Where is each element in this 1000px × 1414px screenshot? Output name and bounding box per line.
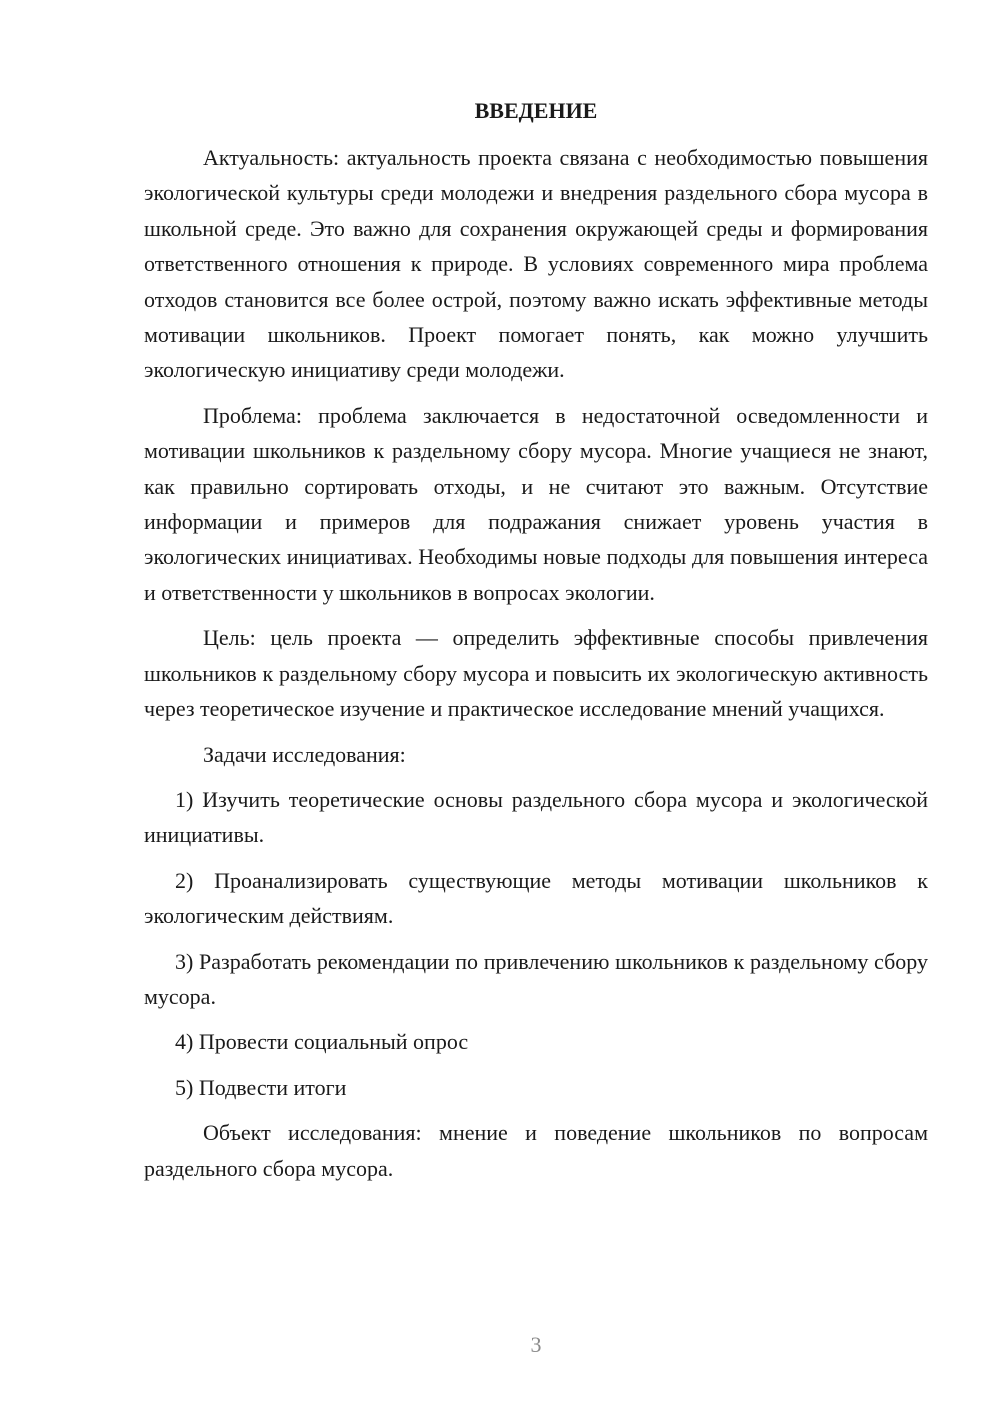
task-item: 1) Изучить теоретические основы раздельного сбора мусора и экологической инициативы. xyxy=(144,786,928,848)
task-item: 2) Проанализировать существующие методы мотивации школьников к экологическим действиям. xyxy=(144,867,928,929)
section-heading: ВВЕДЕНИЕ xyxy=(474,98,598,123)
tasks-title: Задачи исследования: xyxy=(203,741,406,767)
task-item: 4) Провести социальный опрос xyxy=(175,1029,469,1055)
problem-paragraph: Проблема: проблема заключается в недостаточной осведомленности и мотивации школьников к раздельному сбору мусора. Многие учащиеся не знают, как правильно сортировать отходы, и не считают это важным. Отсутствие информации и примеров для подражания снижает уровень участия в экологических инициативах. Необходимы новые подходы для повышения интереса и ответственности у школьников в вопросах экологии. xyxy=(144,402,928,605)
tasks-list xyxy=(144,782,928,1105)
relevance-paragraph: Актуальность: актуальность проекта связана с необходимостью повышения экологической культуры среди молодежи и внедрения раздельного сбора мусора в школьной среде. Это важно для сохранения окружающей среды и формирования ответственного отношения к природе. В условиях современного мира проблема отходов становится все более острой, поэтому важно искать эффективные методы мотивации школьников. Проект помогает понять, как можно улучшить экологическую инициативу среди молодежи. xyxy=(144,145,928,383)
page-content xyxy=(144,92,928,1196)
goal-paragraph: Цель: цель проекта — определить эффективные способы привлечения школьников к раздельному сбору мусора и повысить их экологическую активность через теоретическое изучение и практическое исследование мнений учащихся. xyxy=(144,625,928,722)
page-number: 3 xyxy=(530,1332,542,1357)
task-item: 3) Разработать рекомендации по привлечению школьников к раздельному сбору мусора. xyxy=(144,948,928,1009)
object-paragraph: Объект исследования: мнение и поведение школьников по вопросам раздельного сбора мусора. xyxy=(144,1120,928,1181)
task-item: 5) Подвести итоги xyxy=(175,1074,347,1100)
